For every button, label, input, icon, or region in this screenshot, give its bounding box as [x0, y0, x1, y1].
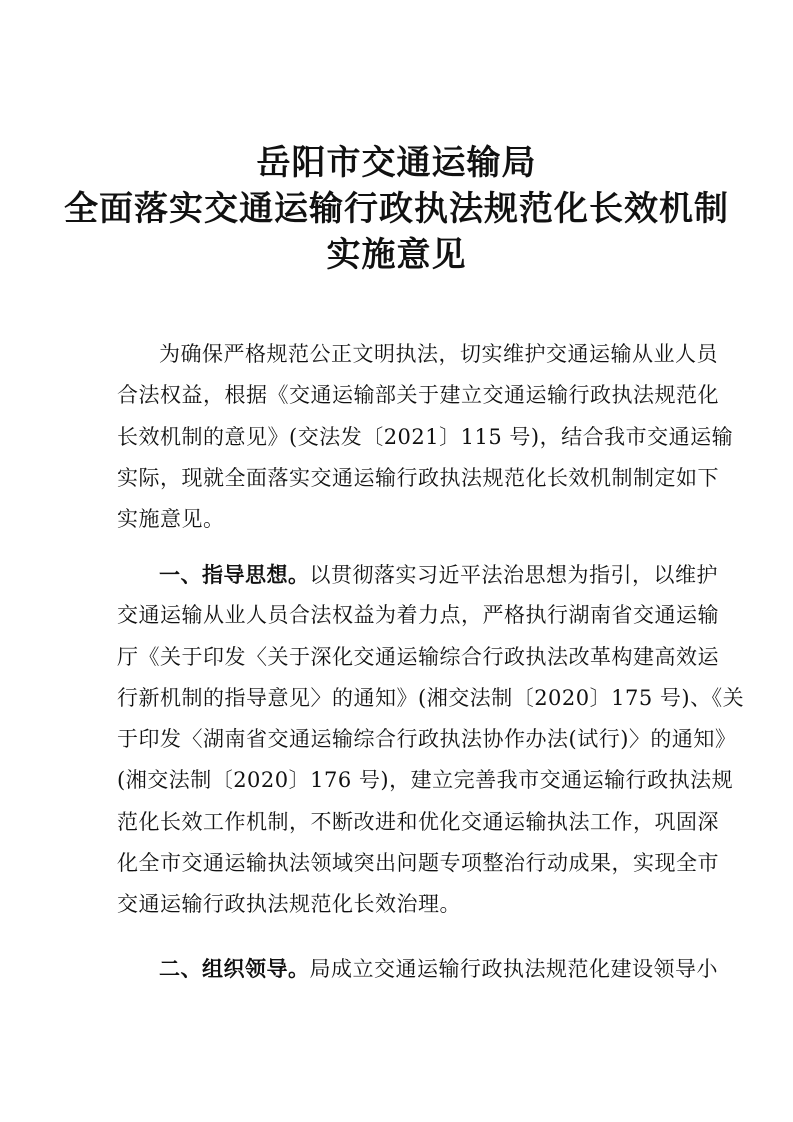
paragraph-line: 长效机制的意见》(交法发〔2021〕115 号)，结合我市交通运输 — [117, 424, 734, 449]
paragraph-line: 交通运输从业人员合法权益为着力点，严格执行湖南省交通运输 — [117, 603, 719, 628]
paragraph-line: 实施意见。 — [117, 507, 225, 532]
section-guiding-ideology — [117, 554, 745, 926]
paragraph-line — [117, 554, 718, 595]
title-line-2: 全面落实交通运输行政执法规范化长效机制 — [64, 189, 729, 229]
paragraph-line: 厅《关于印发〈关于深化交通运输综合行政执法改革构建高效运 — [117, 644, 719, 669]
paragraph-line — [117, 948, 718, 989]
title-line-1: 岳阳市交通运输局 — [256, 143, 537, 183]
title-line-3: 实施意见 — [326, 235, 467, 275]
intro-paragraph — [117, 334, 734, 540]
section-heading: 二、组织领导。 — [159, 956, 310, 981]
paragraph-line: 于印发〈湖南省交通运输综合行政执法协作办法(试行)〉的通知》 — [117, 727, 737, 752]
paragraph-text: 以贯彻落实习近平法治思想为指引，以维护 — [309, 563, 718, 587]
section-organization-leadership — [117, 948, 718, 989]
paragraph-line: 为确保严格规范公正文明执法，切实维护交通运输从业人员 — [159, 342, 718, 366]
paragraph-line: 行新机制的指导意见〉的通知》(湘交法制〔2020〕175 号)、《关 — [117, 685, 745, 710]
paragraph-line: 化全市交通运输执法领域突出问题专项整治行动成果，实现全市 — [117, 851, 719, 876]
paragraph-line: 合法权益，根据《交通运输部关于建立交通运输行政执法规范化 — [117, 383, 719, 408]
paragraph-line: 范化长效工作机制，不断改进和优化交通运输执法工作，巩固深 — [117, 809, 719, 834]
paragraph-line: (湘交法制〔2020〕176 号)，建立完善我市交通运输行政执法规 — [117, 768, 734, 793]
section-heading: 一、指导思想。 — [159, 562, 310, 587]
paragraph-line: 交通运输行政执法规范化长效治理。 — [117, 892, 461, 917]
document-title — [0, 140, 793, 278]
paragraph-text: 局成立交通运输行政执法规范化建设领导小 — [309, 957, 718, 981]
paragraph-line: 实际，现就全面落实交通运输行政执法规范化长效机制制定如下 — [117, 465, 719, 490]
